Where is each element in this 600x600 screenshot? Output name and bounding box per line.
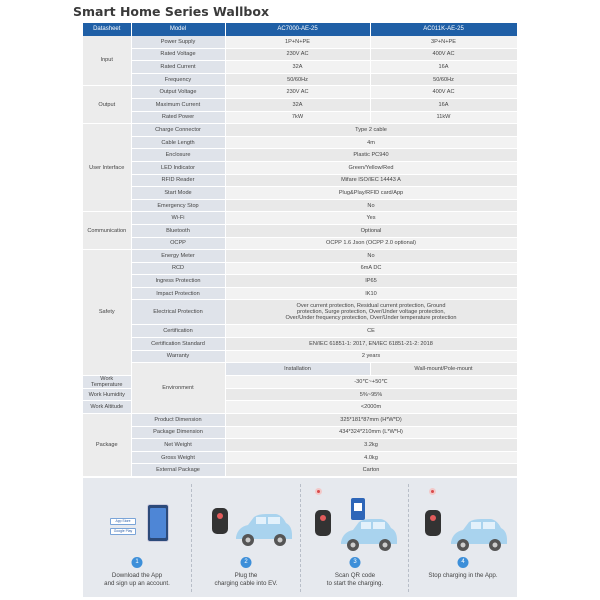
- step-plug-cable: [192, 478, 300, 597]
- row-label: Cable Length: [131, 136, 225, 149]
- row-value: -30℃~+50℃: [225, 375, 517, 388]
- app-store-badge[interactable]: App Store: [110, 518, 136, 525]
- step-caption-line: Scan QR code: [334, 572, 376, 579]
- header-datasheet: Datasheet: [83, 23, 131, 36]
- row-label: Package Dimension: [131, 426, 225, 439]
- table-row: [83, 363, 517, 376]
- table-row: [83, 149, 517, 162]
- row-label: Impact Protection: [131, 287, 225, 300]
- table-row: [83, 414, 517, 427]
- row-label: External Package: [131, 464, 225, 477]
- row-value: <2000m: [225, 401, 517, 414]
- row-label: Work Temperature: [83, 375, 131, 388]
- group-communication: Communication: [83, 212, 131, 250]
- step-caption-line: Plug the: [234, 572, 258, 579]
- table-row: [83, 338, 517, 351]
- table-row: [83, 187, 517, 200]
- row-value: 1P+N+PE: [225, 36, 370, 49]
- row-value: 4m: [225, 136, 517, 149]
- group-output: Output: [83, 86, 131, 124]
- table-row: [83, 464, 517, 477]
- table-row: [83, 350, 517, 363]
- row-value: 400V AC: [370, 86, 517, 99]
- row-value: Carton: [225, 464, 517, 477]
- row-label: Rated Voltage: [131, 48, 225, 61]
- row-label: Installation: [225, 363, 370, 376]
- table-row: [83, 325, 517, 338]
- table-row: [83, 73, 517, 86]
- row-label: Gross Weight: [131, 451, 225, 464]
- table-row: [83, 262, 517, 275]
- step-caption: [192, 572, 300, 588]
- row-value: No: [225, 199, 517, 212]
- row-value: 3P+N+PE: [370, 36, 517, 49]
- row-value: 5%~95%: [225, 388, 517, 401]
- table-row: [83, 136, 517, 149]
- row-value: 4.0kg: [225, 451, 517, 464]
- row-label: Warranty: [131, 350, 225, 363]
- row-value: Mifare ISO/IEC 14443 A: [225, 174, 517, 187]
- row-label: Rated Current: [131, 61, 225, 74]
- row-label: Maximum Current: [131, 98, 225, 111]
- table-row: [83, 275, 517, 288]
- page-title: Smart Home Series Wallbox: [73, 4, 270, 19]
- row-label: Product Dimension: [131, 414, 225, 427]
- row-value: 230V AC: [225, 48, 370, 61]
- smartphone-icon: [147, 504, 169, 542]
- row-value: Plug&Play/RFID card/App: [225, 187, 517, 200]
- header-model-b: AC011K-AE-25: [370, 23, 517, 36]
- group-environment: Environment: [131, 363, 225, 414]
- row-value: 32A: [225, 61, 370, 74]
- step-caption-line: charging cable into EV.: [214, 580, 278, 587]
- row-label: Energy Meter: [131, 250, 225, 263]
- ev-car-icon: [232, 513, 294, 549]
- table-row: [83, 124, 517, 137]
- row-value: 230V AC: [225, 86, 370, 99]
- google-play-badge[interactable]: Google Play: [110, 528, 136, 535]
- step-caption-line: Download the App: [111, 572, 163, 579]
- row-value: 400V AC: [370, 48, 517, 61]
- table-row: [83, 48, 517, 61]
- table-row: [83, 98, 517, 111]
- row-label: Bluetooth: [131, 224, 225, 237]
- step-number: 3: [350, 557, 361, 568]
- header-model: Model: [131, 23, 225, 36]
- header-model-a: AC7000-AE-25: [225, 23, 370, 36]
- row-value: 50/60Hz: [225, 73, 370, 86]
- row-value: Over current protection, Residual current protection, Ground protection, Surge protection, Over/Under voltage protection, Over/Under frequency protection, Over/Under temperature protection: [225, 300, 517, 325]
- wallbox-charger-icon: [315, 510, 331, 536]
- row-value: Yes: [225, 212, 517, 225]
- row-value: 50/60Hz: [370, 73, 517, 86]
- group-safety: Safety: [83, 250, 131, 376]
- table-row: [83, 287, 517, 300]
- step-caption: [301, 572, 409, 588]
- usage-steps-panel: [83, 478, 517, 597]
- group-input: Input: [83, 36, 131, 86]
- row-value: 7kW: [225, 111, 370, 124]
- row-label: Charge Connector: [131, 124, 225, 137]
- group-user-interface: User Interface: [83, 124, 131, 212]
- row-label: Electrical Protection: [131, 300, 225, 325]
- row-value: IK10: [225, 287, 517, 300]
- row-label: RCD: [131, 262, 225, 275]
- table-row: [83, 237, 517, 250]
- row-value: Wall-mount/Pole-mount: [370, 363, 517, 376]
- alert-icon: [429, 488, 436, 495]
- row-label: Output Voltage: [131, 86, 225, 99]
- row-label: Net Weight: [131, 439, 225, 452]
- row-label: Rated Power: [131, 111, 225, 124]
- row-value: 2 years: [225, 350, 517, 363]
- row-value: Plastic PC940: [225, 149, 517, 162]
- spec-table: [83, 23, 518, 477]
- row-value: 16A: [370, 98, 517, 111]
- group-package: Package: [83, 414, 131, 477]
- table-header-row: [83, 23, 517, 36]
- step-scan-qr: [301, 478, 409, 597]
- qr-code-icon: [351, 498, 365, 520]
- row-label: Wi-Fi: [131, 212, 225, 225]
- row-value: 6mA DC: [225, 262, 517, 275]
- row-value: No: [225, 250, 517, 263]
- ev-car-icon: [337, 518, 399, 554]
- row-label: Enclosure: [131, 149, 225, 162]
- row-value: Optional: [225, 224, 517, 237]
- wallbox-charger-icon: [212, 508, 228, 534]
- row-label: Power Supply: [131, 36, 225, 49]
- row-label: Work Humidity: [83, 388, 131, 401]
- row-label: Emergency Stop: [131, 199, 225, 212]
- step-number: 4: [458, 557, 469, 568]
- table-row: [83, 36, 517, 49]
- row-label: Certification Standard: [131, 338, 225, 351]
- alert-icon: [315, 488, 322, 495]
- row-value: Type 2 cable: [225, 124, 517, 137]
- step-download-app: [83, 478, 191, 597]
- table-row: [83, 199, 517, 212]
- table-row: [83, 439, 517, 452]
- row-value: 32A: [225, 98, 370, 111]
- row-value: 434*324*210mm (L*W*H): [225, 426, 517, 439]
- row-label: LED Indicator: [131, 161, 225, 174]
- table-row: [83, 174, 517, 187]
- row-label: Ingress Protection: [131, 275, 225, 288]
- row-label: RFID Reader: [131, 174, 225, 187]
- step-caption: [409, 572, 517, 580]
- wallbox-charger-icon: [425, 510, 441, 536]
- step-caption-line: Stop charging in the App.: [428, 572, 498, 579]
- row-value: 11kW: [370, 111, 517, 124]
- ev-car-icon: [447, 518, 509, 554]
- table-row: [83, 86, 517, 99]
- row-value: CE: [225, 325, 517, 338]
- row-label: Work Altitude: [83, 401, 131, 414]
- table-row: [83, 451, 517, 464]
- step-number: 2: [241, 557, 252, 568]
- step-caption-line: and sign up an account.: [104, 580, 170, 587]
- table-row: [83, 250, 517, 263]
- table-row: [83, 300, 517, 325]
- step-caption-line: to start the charging.: [326, 580, 384, 587]
- row-value: 325*181*87mm (H*W*D): [225, 414, 517, 427]
- step-stop-charging: [409, 478, 517, 597]
- table-row: [83, 224, 517, 237]
- table-row: [83, 426, 517, 439]
- step-number: 1: [132, 557, 143, 568]
- row-value: 16A: [370, 61, 517, 74]
- row-value: 3.2kg: [225, 439, 517, 452]
- row-value: OCPP 1.6 Json (OCPP 2.0 optional): [225, 237, 517, 250]
- row-value: IP65: [225, 275, 517, 288]
- table-row: [83, 161, 517, 174]
- row-value: EN/IEC 61851-1: 2017, EN/IEC 61851-21-2: 2018: [225, 338, 517, 351]
- table-row: [83, 212, 517, 225]
- row-label: OCPP: [131, 237, 225, 250]
- table-row: [83, 111, 517, 124]
- step-caption: [83, 572, 191, 588]
- row-value: Green/Yellow/Red: [225, 161, 517, 174]
- table-row: [83, 61, 517, 74]
- row-label: Start Mode: [131, 187, 225, 200]
- row-label: Certification: [131, 325, 225, 338]
- row-label: Frequency: [131, 73, 225, 86]
